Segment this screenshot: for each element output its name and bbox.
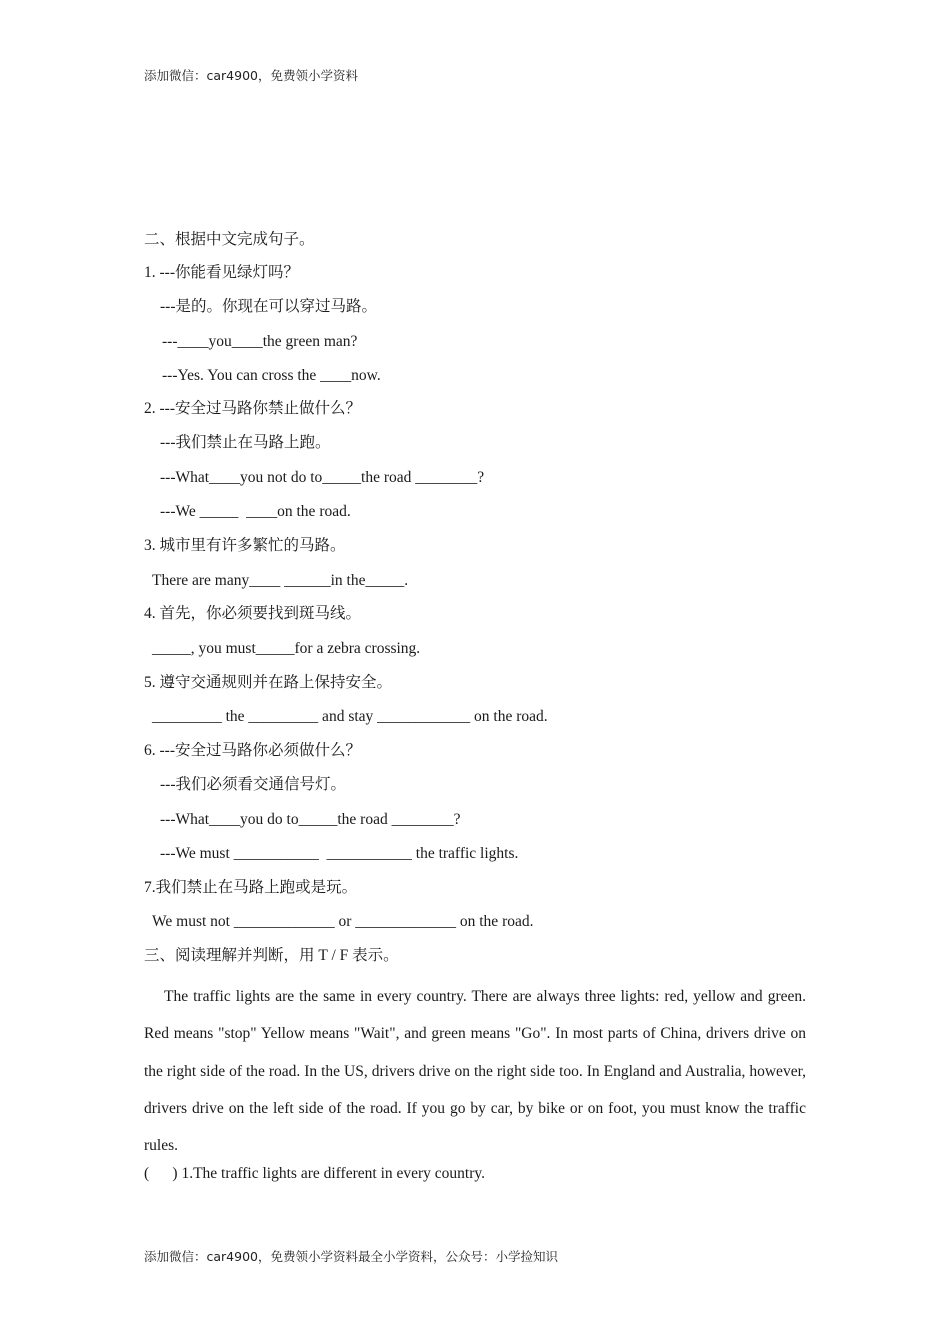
- question-line: 2. ---安全过马路你禁止做什么？: [144, 400, 361, 417]
- section-2-title: 二、根据中文完成句子。: [144, 231, 315, 248]
- question-line: ---What____you not do to_____the road ________?: [160, 469, 485, 486]
- reading-passage: The traffic lights are the same in every country. There are always three lights: red, yellow and green. Red means "stop" Yellow means "Wait", and green means "Go". In most parts of China, drivers drive on the right side of the road. In the US, drivers drive on the right side too. In England and Australia, however, drivers drive on the left side of the road. If you go by car, by bike or on foot, you must know the traffic rules.: [144, 988, 806, 1155]
- question-line: 5. 遵守交通规则并在路上保持安全。: [144, 674, 393, 691]
- page-header: 添加微信：car4900，免费领小学资料: [144, 68, 358, 83]
- question-line: _____, you must_____for a zebra crossing.: [152, 640, 421, 657]
- tf-question-1: ( ) 1.The traffic lights are different in every country.: [144, 1165, 486, 1182]
- page-footer: 添加微信：car4900，免费领小学资料最全小学资料，公众号：小学捡知识: [144, 1249, 558, 1264]
- question-line: ---What____you do to_____the road ________?: [160, 811, 461, 828]
- question-line: _________ the _________ and stay ____________ on the road.: [152, 708, 548, 725]
- question-line: ---是的。你现在可以穿过马路。: [160, 298, 377, 315]
- question-line: ---我们必须看交通信号灯。: [160, 776, 346, 793]
- question-line: 4. 首先，你必须要找到斑马线。: [144, 605, 362, 622]
- question-line: ---____you____the green man?: [162, 333, 358, 350]
- question-line: 3. 城市里有许多繁忙的马路。: [144, 537, 346, 554]
- question-line: ---Yes. You can cross the ____now.: [162, 367, 381, 384]
- question-line: ---We _____ ____on the road.: [160, 503, 351, 520]
- question-line: There are many____ ______in the_____.: [152, 572, 409, 589]
- question-line: We must not _____________ or _____________ on the road.: [152, 913, 534, 930]
- question-line: 7.我们禁止在马路上跑或是玩。: [144, 879, 358, 896]
- section-3-title: 三、阅读理解并判断，用 T / F 表示。: [144, 947, 399, 964]
- question-line: 6. ---安全过马路你必须做什么？: [144, 742, 361, 759]
- question-line: ---We must ___________ ___________ the traffic lights.: [160, 845, 519, 862]
- question-line: ---我们禁止在马路上跑。: [160, 434, 331, 451]
- question-line: 1. ---你能看见绿灯吗？: [144, 264, 299, 281]
